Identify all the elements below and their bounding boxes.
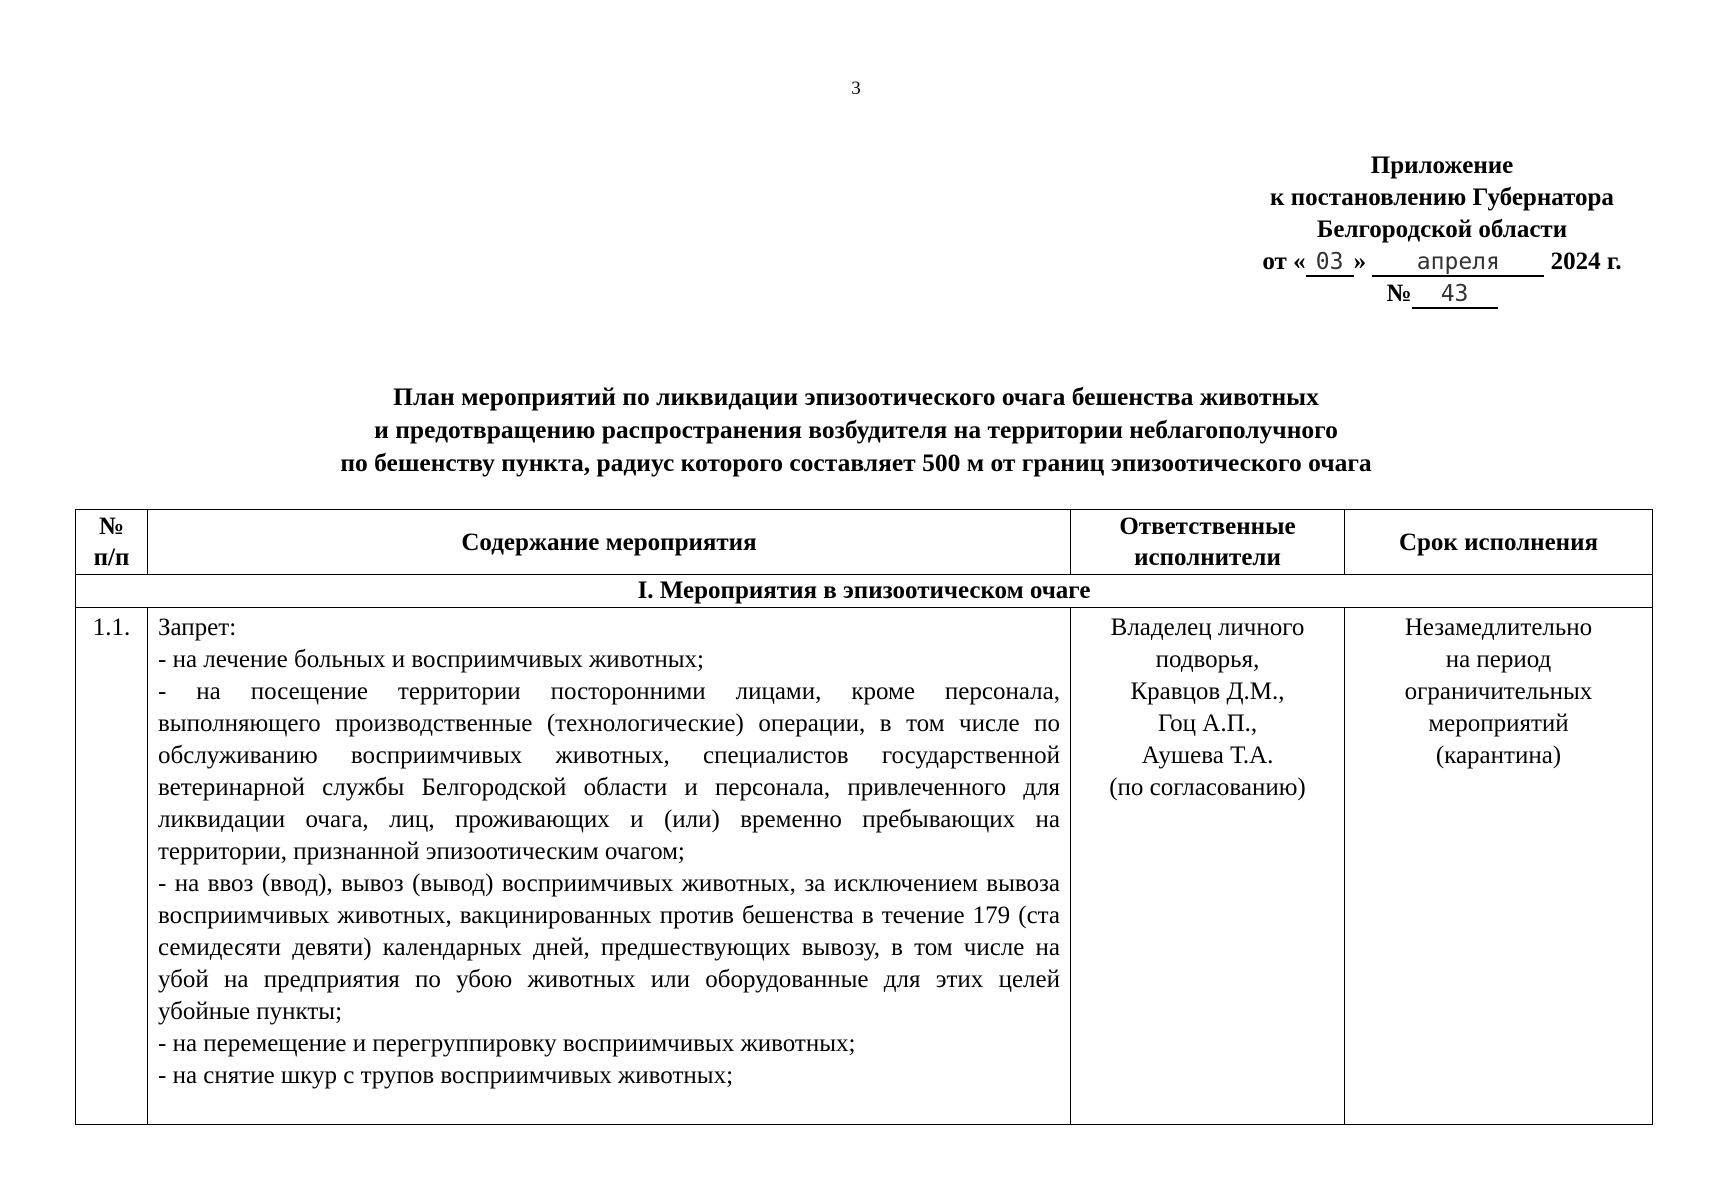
header-num (76, 510, 148, 575)
measures-table (75, 509, 1653, 1125)
header-responsible (1071, 510, 1345, 575)
responsible-line: Владелец личного (1110, 614, 1305, 641)
appendix-line-2: к постановлению Губернатора (1270, 184, 1614, 211)
header-num-line-1: № (98, 513, 125, 540)
document-title (0, 380, 1712, 479)
title-line-2: и предотвращению распространения возбудителя на территории неблагополучного (374, 415, 1338, 444)
content-item: - на снятие шкур с трупов восприимчивых животных; (158, 1062, 734, 1089)
title-line-1: План мероприятий по ликвидации эпизоотического очага бешенства животных (393, 382, 1319, 411)
title-line-3: по бешенству пункта, радиус которого составляет 500 м от границ эпизоотического очага (340, 448, 1372, 477)
responsible-line: Гоц А.П., (1157, 710, 1258, 737)
header-deadline: Срок исполнения (1345, 510, 1653, 575)
row-responsible (1071, 608, 1345, 1125)
appendix-block (1230, 150, 1654, 310)
header-responsible-line-2: исполнители (1134, 544, 1281, 571)
responsible-line: (по согласованию) (1109, 774, 1306, 801)
deadline-line: на период (1445, 646, 1552, 673)
deadline-line: (карантина) (1435, 742, 1562, 769)
content-item: Запрет: (158, 614, 237, 641)
appendix-date-line (1230, 246, 1654, 278)
row-deadline (1345, 608, 1653, 1125)
row-content (148, 608, 1071, 1125)
date-year: 2024 г. (1550, 248, 1622, 275)
date-prefix: от « (1262, 248, 1306, 275)
table-row (76, 608, 1653, 1125)
header-num-line-2: п/п (93, 544, 130, 571)
content-item: - на ввоз (ввод), вывоз (вывод) восприимчивых животных, за исключением вывоза восприимчивых животных, вакцинированных против бешенства в течение 179 (ста семидесяти девяти) календарных дней, предшествующих вывозу, в том числе на убой на предприятия по убою животных или оборудованные для этих целей убойные пункты; (158, 870, 1060, 1025)
appendix-number-line (1230, 278, 1654, 310)
section-title: I. Мероприятия в эпизоотическом очаге (76, 575, 1653, 608)
section-row (76, 575, 1653, 608)
content-item: - на перемещение и перегруппировку восприимчивых животных; (158, 1030, 856, 1057)
number-prefix: № (1386, 280, 1412, 307)
deadline-line: мероприятий (1428, 710, 1569, 737)
responsible-line: Кравцов Д.М., (1130, 678, 1285, 705)
responsible-line: Аушева Т.А. (1141, 742, 1274, 769)
header-content: Содержание мероприятия (148, 510, 1071, 575)
table-header-row (76, 510, 1653, 575)
appendix-line-3: Белгородской области (1316, 216, 1568, 243)
document-number: 43 (1412, 281, 1498, 309)
date-month: апреля (1372, 249, 1544, 277)
content-item: - на посещение территории посторонними лицами, кроме персонала, выполняющего производственные (технологические) операции, в том числе по обслуживанию восприимчивых животных, специалистов государственной ветеринарной службы Белгородской области и персонала, привлеченного для ликвидации очага, лиц, проживающих и (или) временно пребывающих на территории, признанной эпизоотическим очагом; (158, 678, 1060, 865)
deadline-line: Незамедлительно (1404, 614, 1593, 641)
date-mid: » (1353, 248, 1367, 275)
responsible-line: подворья, (1155, 646, 1260, 673)
date-day: 03 (1306, 249, 1354, 277)
deadline-line: ограничительных (1404, 678, 1593, 705)
appendix-title: Приложение (1370, 152, 1514, 179)
header-responsible-line-1: Ответственные (1119, 513, 1296, 540)
content-item: - на лечение больных и восприимчивых животных; (158, 646, 704, 673)
row-number: 1.1. (76, 608, 148, 1125)
page-number: 3 (851, 78, 861, 99)
